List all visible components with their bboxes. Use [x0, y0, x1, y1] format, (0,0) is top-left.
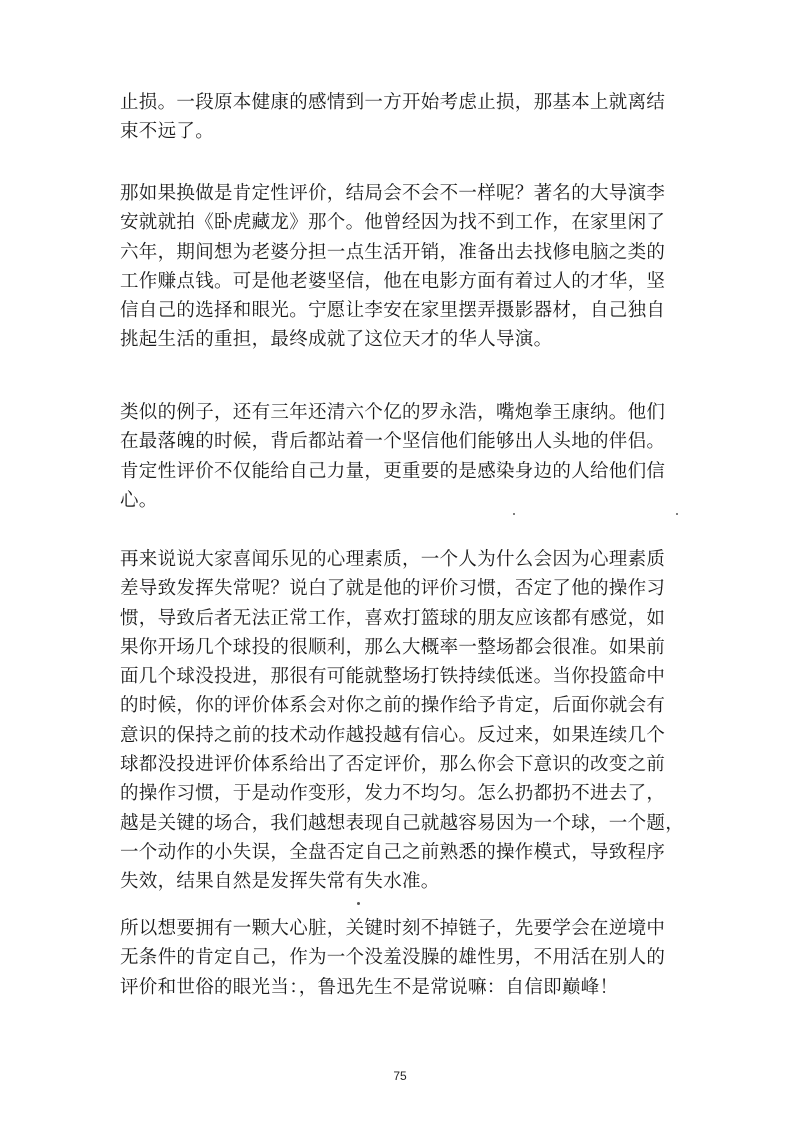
text-line: 所以想要拥有一颗大心脏，关键时刻不掉链子，先要学会在逆境中 [120, 918, 666, 939]
text-line: 那如果换做是肯定性评价，结局会不会不一样呢？著名的大导演李 [120, 183, 666, 204]
text-line: 束不远了。 [120, 121, 215, 143]
scan-speck [676, 513, 678, 515]
text-line: 再来说说大家喜闻乐见的心理素质，一个人为什么会因为心理素质 [120, 549, 666, 570]
text-line: 的操作习惯，于是动作变形，发力不均匀。怎么扔都扔不进去了， [120, 783, 666, 805]
text-line: 一个动作的小失误，全盘否定自己之前熟悉的操作模式，导致程序 [120, 841, 666, 863]
scan-speck [357, 902, 360, 905]
paragraph-3 [120, 398, 680, 515]
text-line: 果你开场几个球投的很顺利，那么大概率一整场都会很准。如果前 [120, 636, 666, 658]
text-line: 安就就拍《卧虎藏龙》那个。他曾经因为找不到工作，在家里闲了 [120, 212, 666, 234]
text-line: 越是关键的场合，我们越想表现自己就越容易因为一个球，一个题， [120, 812, 685, 834]
text-line: 意识的保持之前的技术动作越投越有信心。反过来，如果连续几个 [120, 724, 666, 746]
paragraph-4 [120, 545, 685, 897]
paragraph-5 [120, 914, 680, 1002]
paragraph-2 [120, 179, 680, 355]
text-line: 类似的例子，还有三年还清六个亿的罗永浩，嘴炮拳王康纳。他们 [120, 402, 666, 423]
text-line: 在最落魄的时候，背后都站着一个坚信他们能够出人头地的伴侣。 [120, 431, 666, 453]
text-line: 工作赚点钱。可是他老婆坚信，他在电影方面有着过人的才华，坚 [120, 270, 666, 292]
text-line: 六年，期间想为老婆分担一点生活开销，准备出去找修电脑之类的 [120, 241, 666, 263]
text-line: 信自己的选择和眼光。宁愿让李安在家里摆弄摄影器材，自己独自 [120, 300, 666, 322]
text-line: 肯定性评价不仅能给自己力量，更重要的是感染身边的人给他们信 [120, 460, 666, 482]
text-line: 面几个球没投进，那很有可能就整场打铁持续低迷。当你投篮命中 [120, 666, 666, 688]
text-line: 惯，导致后者无法正常工作，喜欢打篮球的朋友应该都有感觉，如 [120, 607, 666, 629]
text-line: 挑起生活的重担，最终成就了这位天才的华人导演。 [120, 329, 553, 351]
text-line: 差导致发挥失常呢？说白了就是他的评价习惯，否定了他的操作习 [120, 578, 666, 600]
text-line: 止损。一段原本健康的感情到一方开始考虑止损，那基本上就离结 [120, 92, 666, 113]
scan-speck [513, 513, 515, 515]
text-line: 评价和世俗的眼光当：，鲁迅先生不是常说嘛：自信即巅峰！ [120, 976, 619, 998]
text-line: 无条件的肯定自己，作为一个没羞没臊的雄性男，不用活在别人的 [120, 947, 666, 969]
text-line: 心。 [120, 489, 158, 511]
text-line: 球都没投进评价体系给出了否定评价，那么你会下意识的改变之前 [120, 754, 666, 776]
page-number: 75 [393, 1069, 407, 1083]
text-line: 失效，结果自然是发挥失常有失水准。 [120, 871, 440, 893]
text-line: 的时候，你的评价体系会对你之前的操作给予肯定，后面你就会有 [120, 695, 666, 717]
paragraph-1 [120, 88, 680, 147]
